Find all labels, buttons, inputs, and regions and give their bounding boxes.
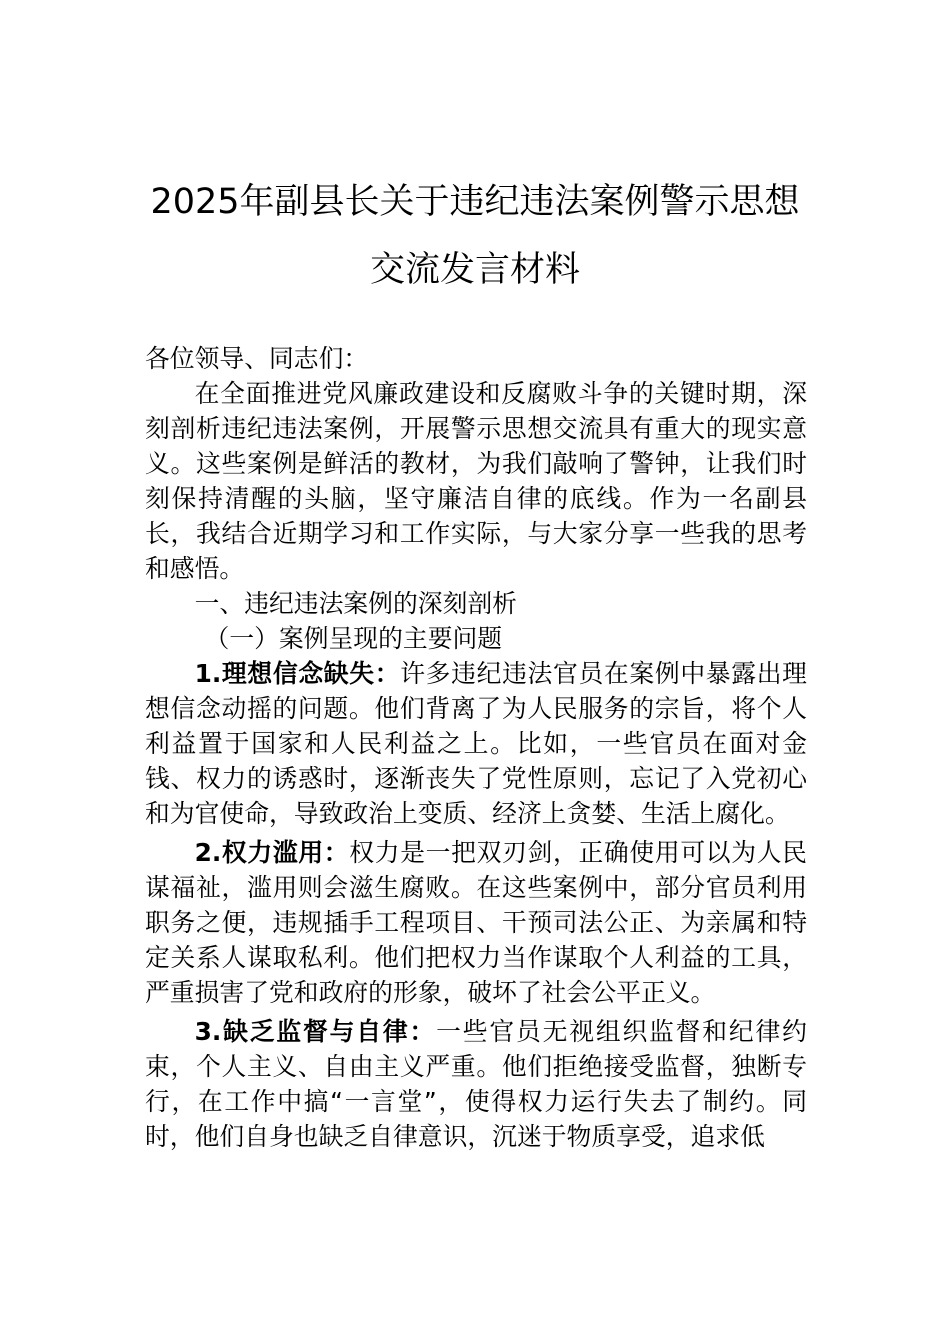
point-text: 许多违纪违法官员在案例中暴露出理想信念动摇的问题。他们背离了为人民服务的宗旨，将个人利益置于国家和人民利益之上。比如，一些官员在面对金钱、权力的诱惑时，逐渐丧失了党性原则，忘记了入党初心和为官使命，导致政治上变质、经济上贪婪、生活上腐化。 xyxy=(145,659,807,828)
document-title-line-1: 2025年副县长关于违纪违法案例警示思想 xyxy=(150,182,800,222)
point-text: 权力是一把双刃剑，正确使用可以为人民谋福祉，滥用则会滋生腐败。在这些案例中，部分官员利用职务之便，违规插手工程项目、干预司法公正、为亲属和特定关系人谋取私利。他们把权力当作谋取个人利益的工具，严重损害了党和政府的形象，破坏了社会公平正义。 xyxy=(145,838,807,1007)
document-body xyxy=(145,341,807,1154)
point-text: 一些官员无视组织监督和纪律约束，个人主义、自由主义严重。他们拒绝接受监督，独断专行，在工作中搞“一言堂”，使得权力运行失去了制约。同时，他们自身也缺乏自律意识，沉迷于物质享受，追求低 xyxy=(145,1017,807,1151)
point-paragraph-1 xyxy=(145,656,807,831)
point-label: 3.缺乏监督与自律： xyxy=(194,1017,437,1046)
point-label: 1.理想信念缺失： xyxy=(194,659,401,688)
point-paragraph-3 xyxy=(145,1014,807,1154)
subsection-heading: （一）案例呈现的主要问题 xyxy=(204,624,503,653)
section-heading: 一、违纪违法案例的深刻剖析 xyxy=(194,589,517,618)
point-paragraph-2 xyxy=(145,835,807,1010)
intro-paragraph: 在全面推进党风廉政建设和反腐败斗争的关键时期，深刻剖析违纪违法案例，开展警示思想交流具有重大的现实意义。这些案例是鲜活的教材，为我们敲响了警钟，让我们时刻保持清醒的头脑，坚守廉洁自律的底线。作为一名副县长，我结合近期学习和工作实际，与大家分享一些我的思考和感悟。 xyxy=(145,379,807,583)
point-label: 2.权力滥用： xyxy=(194,838,350,867)
document-title-line-2: 交流发言材料 xyxy=(369,250,580,290)
salutation: 各位领导、同志们： xyxy=(145,344,369,373)
